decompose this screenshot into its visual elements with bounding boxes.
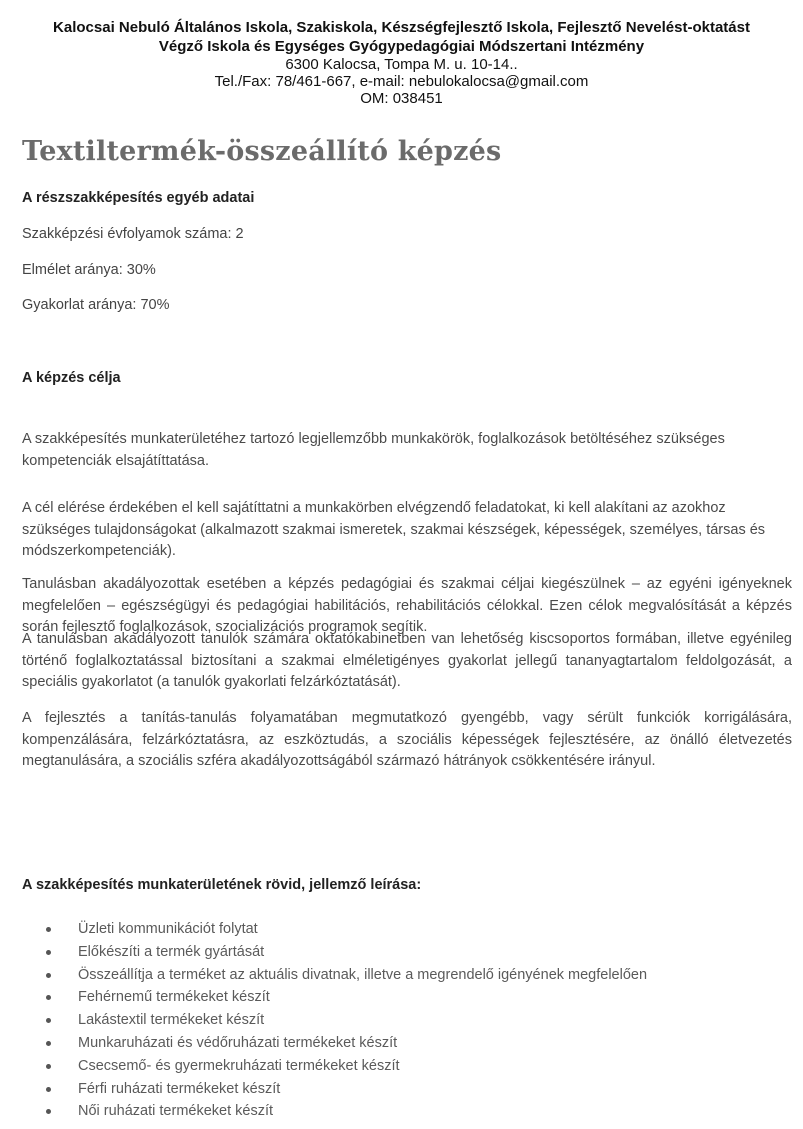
list-item: Női ruházati termékeket készít xyxy=(44,1100,647,1123)
goal-paragraph-2: A cél elérése érdekében el kell sajátíttatni a munkakörben elvégzendő feladatokat, ki kell alakítani az azokhoz szükséges tulajdonságokat (alkalmazott szakmai ismeretek, szakmai készségek, képességek, személyes, társas és módszerkompetenciák). xyxy=(22,500,766,559)
bullet-icon xyxy=(46,1041,51,1046)
goal-paragraph-3: Tanulásban akadályozottak esetében a képzés pedagógiai és szakmai céljai kiegészülnek – az egyéni igényeknek megfelelően – egészségügyi és pedagógiai habilitációs, rehabilitációs célokkal. Ezen célok megvalósítását a képzés során fejlesztő foglalkozások, szocializációs programok segítik. xyxy=(22,576,792,635)
bullet-icon xyxy=(46,1109,51,1114)
institution-om-code: OM: 038451 xyxy=(360,90,443,107)
bullet-icon xyxy=(46,1087,51,1092)
details-heading: A részszakképesítés egyéb adatai xyxy=(22,190,255,206)
bullet-icon xyxy=(46,1064,51,1069)
details-years: Szakképzési évfolyamok száma: 2 xyxy=(22,226,244,242)
institution-contact: Tel./Fax: 78/461-667, e-mail: nebulokalocsa@gmail.com xyxy=(214,73,589,90)
document-title: Textiltermék-összeállító képzés xyxy=(22,136,502,167)
institution-address: 6300 Kalocsa, Tompa M. u. 10-14.. xyxy=(285,56,518,73)
details-practice-ratio: Gyakorlat aránya: 70% xyxy=(22,297,170,313)
goal-paragraph-4: A tanulásban akadályozott tanulók számára oktatókabinetben van lehetőség kiscsoportos formában, illetve egyénileg történő foglalkoztatással biztosítani a szakmai elméletigényes gyakorlat jellegű tananyagtartalom feldolgozását, a speciális gyakorlatot (a tanulók gyakorlati felzárkóztatását). xyxy=(22,631,792,690)
bullet-icon xyxy=(46,927,51,932)
list-item: Munkaruházati és védőruházati termékeket készít xyxy=(44,1032,647,1055)
list-item: Összeállítja a terméket az aktuális divatnak, illetve a megrendelő igényének megfelelően xyxy=(44,964,647,987)
letterhead xyxy=(0,18,803,107)
bullet-icon xyxy=(46,1018,51,1023)
work-area-list xyxy=(44,918,647,1123)
bullet-icon xyxy=(46,995,51,1000)
details-theory-ratio: Elmélet aránya: 30% xyxy=(22,262,156,278)
list-item: Üzleti kommunikációt folytat xyxy=(44,918,647,941)
list-item: Fehérnemű termékeket készít xyxy=(44,986,647,1009)
list-item: Lakástextil termékeket készít xyxy=(44,1009,647,1032)
bullet-icon xyxy=(46,973,51,978)
list-item: Előkészíti a termék gyártását xyxy=(44,941,647,964)
goal-paragraph-1: A szakképesítés munkaterületéhez tartozó legjellemzőbb munkakörök, foglalkozások betöltéséhez szükséges kompetenciák elsajátíttatása. xyxy=(22,431,725,469)
bullet-icon xyxy=(46,950,51,955)
work-area-heading: A szakképesítés munkaterületének rövid, jellemző leírása: xyxy=(22,877,422,893)
goal-paragraph-5: A fejlesztés a tanítás-tanulás folyamatában megmutatkozó gyengébb, vagy sérült funkciók korrigálására, kompenzálására, felzárkóztatásra, az eszköztudás, a szociális képességek fejlesztésére, az önálló életvezetés megtanulására, a szociális szféra akadályozottságából származó hátrányok csökkentésére irányul. xyxy=(22,710,792,769)
goal-heading: A képzés célja xyxy=(22,370,121,386)
list-item: Csecsemő- és gyermekruházati termékeket készít xyxy=(44,1055,647,1078)
institution-name: Kalocsai Nebuló Általános Iskola, Szakiskola, Készségfejlesztő Iskola, Fejlesztő Nevelést-oktatást Végző Iskola és Egységes Gyógypedagógiai Módszertani Intézmény xyxy=(53,19,750,55)
list-item: Férfi ruházati termékeket készít xyxy=(44,1078,647,1101)
